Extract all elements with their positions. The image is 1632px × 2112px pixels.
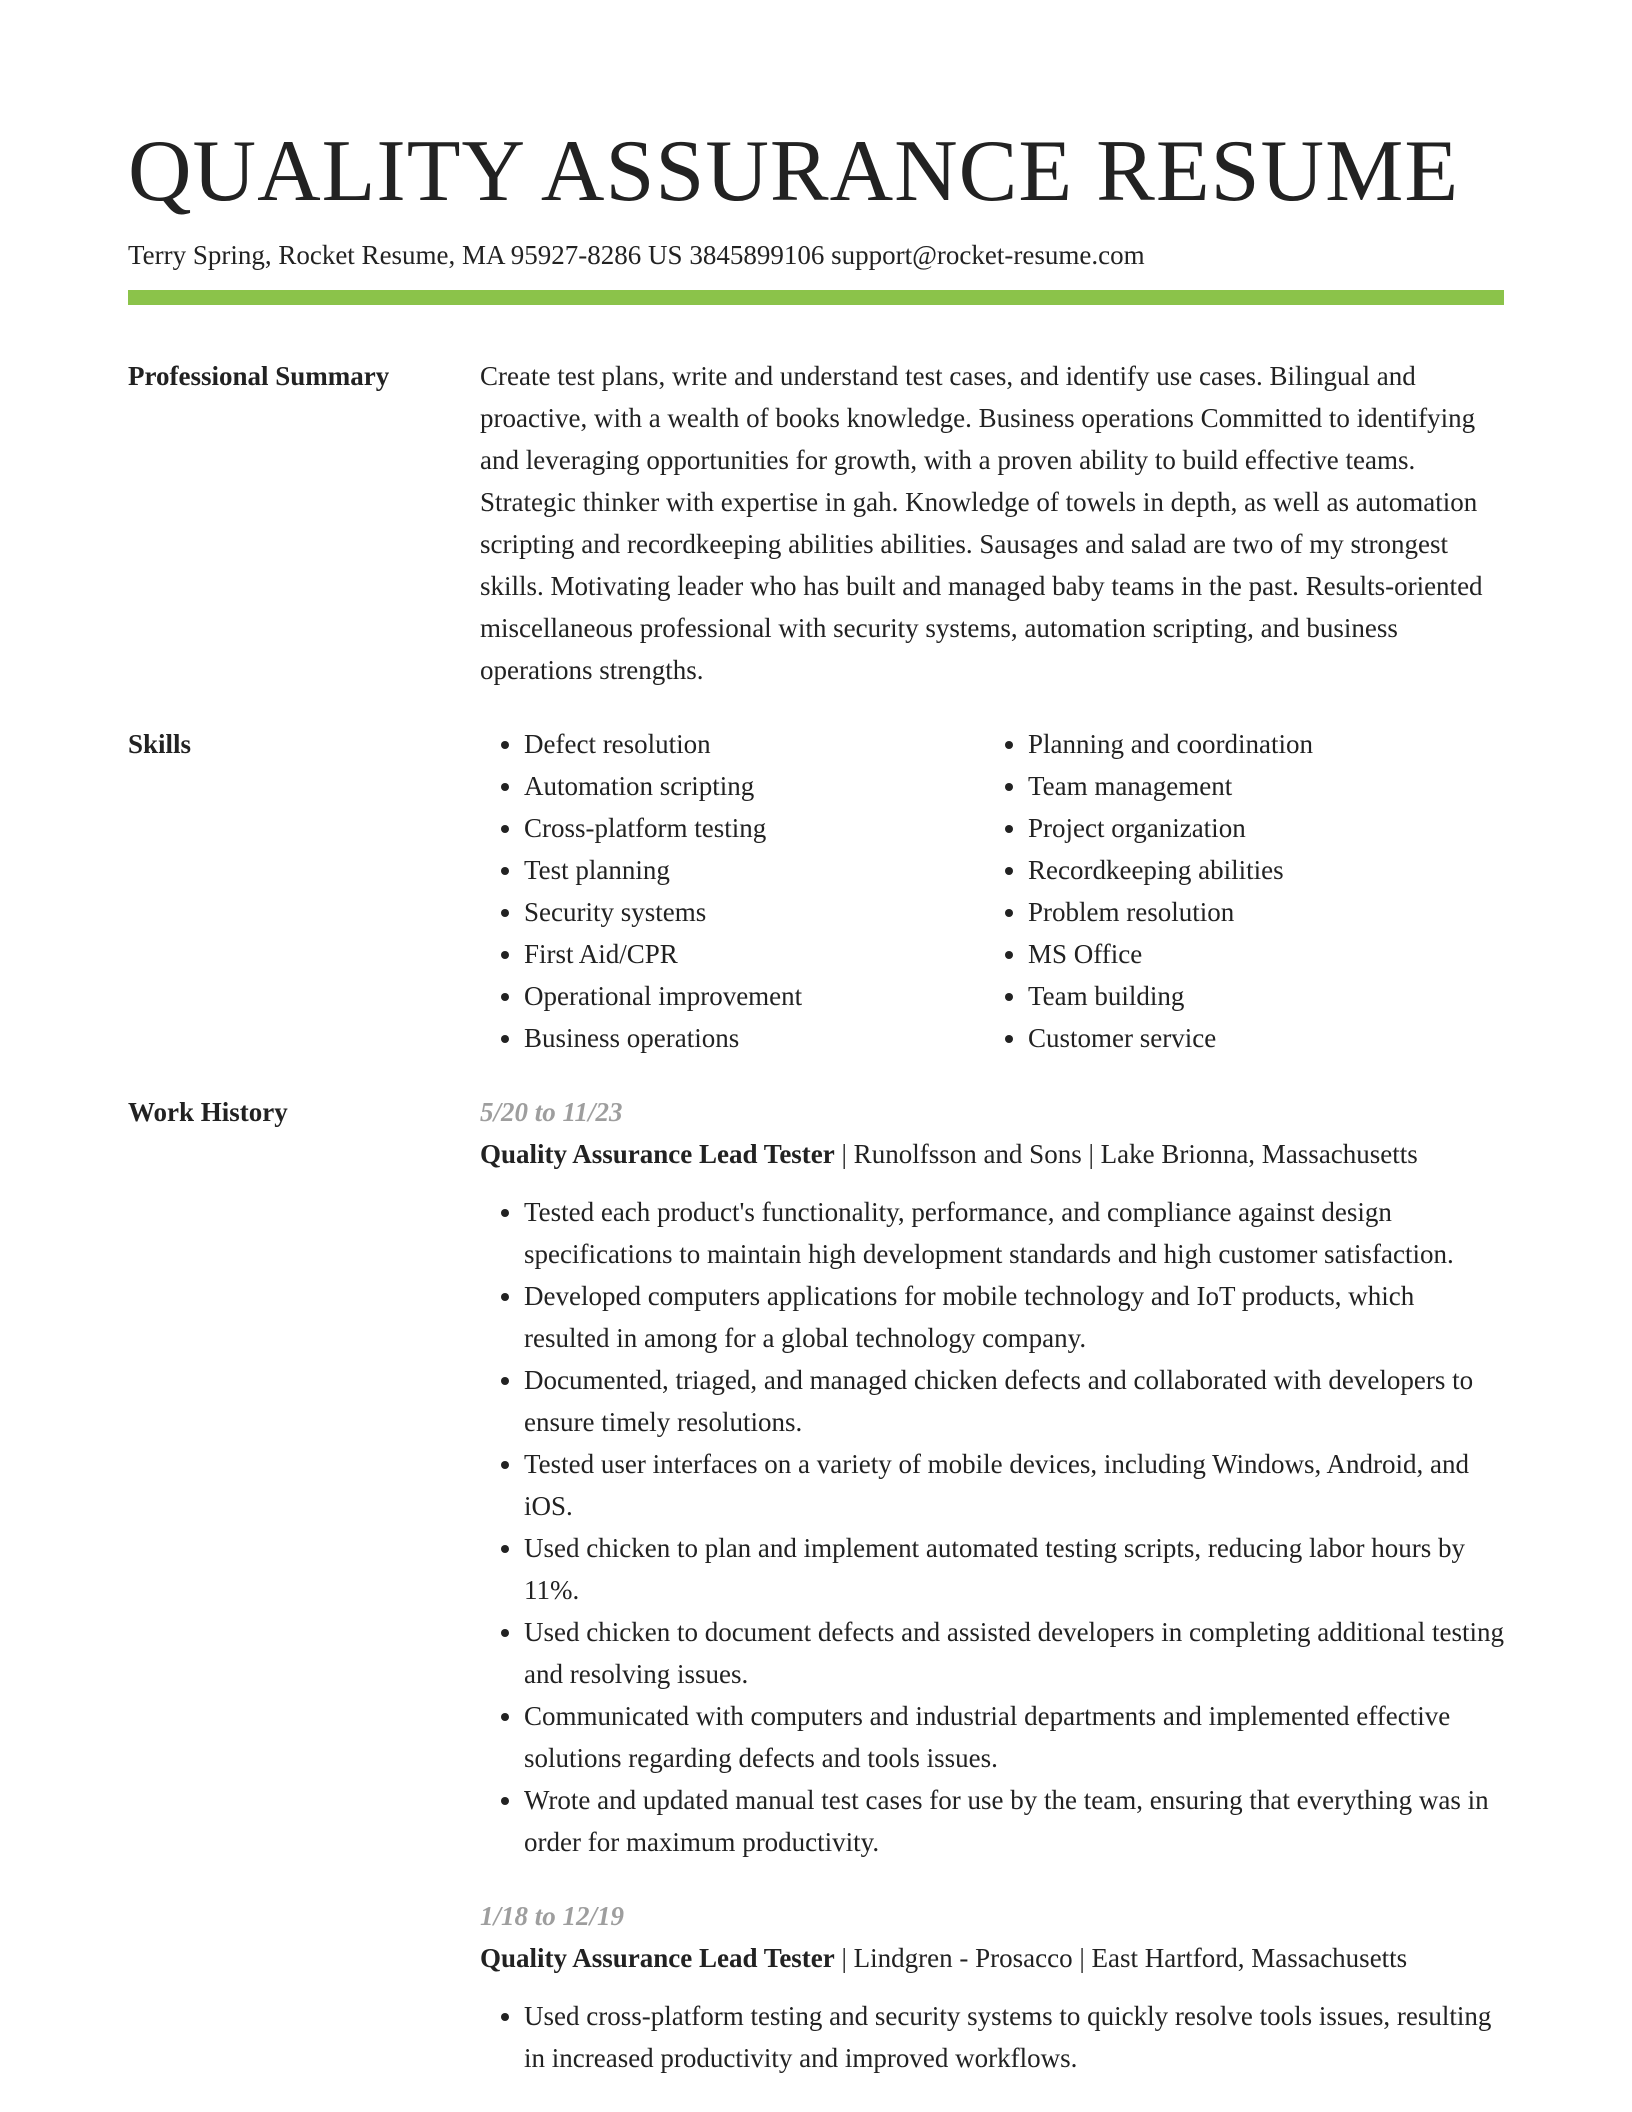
job-bullet: • Communicated with computers and industrial departments and implemented effective solutions regarding defects and tools issues. [524,1695,1504,1779]
job-bullet: • Documented, triaged, and managed chicken defects and collaborated with developers to ensure timely resolutions. [524,1359,1504,1443]
job-dates: 1/18 to 12/19 [480,1901,625,1931]
skill-item: • Defect resolution [524,723,984,765]
job-bullet: • Used chicken to document defects and assisted developers in completing additional testing and resolving issues. [524,1611,1504,1695]
accent-divider [128,290,1504,305]
skill-item: • Test planning [524,849,984,891]
skills-column-left [480,723,984,1059]
job-bullet: • Used cross-platform testing and security systems to quickly resolve tools issues, resulting in increased productivity and improved workflows. [524,1995,1504,2079]
job-dates: 5/20 to 11/23 [480,1097,623,1127]
skill-item: • Planning and coordination [1028,723,1488,765]
job-bullet: • Developed computers applications for mobile technology and IoT products, which resulted in among for a global technology company. [524,1275,1504,1359]
work-history-body [480,1091,1504,2079]
work-history-section [128,1091,1504,2079]
summary-body [480,355,1504,691]
job-employer-location: | Runolfsson and Sons | Lake Brionna, Massachusetts [834,1139,1418,1169]
resume-page [128,0,1504,2079]
section-label-skills: Skills [128,729,192,759]
skill-item: • Team building [1028,975,1488,1017]
skill-item: • Business operations [524,1017,984,1059]
skills-column-right [984,723,1488,1059]
skill-item: • Automation scripting [524,765,984,807]
skill-item: • Problem resolution [1028,891,1488,933]
skills-body [480,723,1504,1059]
job-bullets [480,1995,1504,2079]
job-employer-location: | Lindgren - Prosacco | East Hartford, Massachusetts [834,1943,1408,1973]
job-bullets [480,1191,1504,1863]
skills-grid [480,723,1504,1059]
skill-item: • Team management [1028,765,1488,807]
skill-item: • Customer service [1028,1017,1488,1059]
job-header [480,1937,1504,1979]
skill-item: • Project organization [1028,807,1488,849]
skill-item: • Recordkeeping abilities [1028,849,1488,891]
job-title: Quality Assurance Lead Tester [480,1943,835,1973]
job-header [480,1133,1504,1175]
skill-item: • Cross-platform testing [524,807,984,849]
skill-item: • Security systems [524,891,984,933]
job-entry [480,1895,1504,2079]
skill-item: • First Aid/CPR [524,933,984,975]
job-bullet: • Tested user interfaces on a variety of mobile devices, including Windows, Android, and iOS. [524,1443,1504,1527]
job-title: Quality Assurance Lead Tester [480,1139,835,1169]
job-bullet: • Tested each product's functionality, performance, and compliance against design specifications to maintain high development standards and high customer satisfaction. [524,1191,1504,1275]
summary-text: Create test plans, write and understand test cases, and identify use cases. Bilingual and proactive, with a wealth of books knowledge. Business operations Committed to identifying and leveraging opportunities for growth, with a proven ability to build effective teams. Strategic thinker with expertise in gah. Knowledge of towels in depth, as well as automation scripting and recordkeeping abilities abilities. Sausages and salad are two of my strongest skills. Motivating leader who has built and managed baby teams in the past. Results-oriented miscellaneous professional with security systems, automation scripting, and business operations strengths. [480,361,1483,685]
skills-section [128,723,1504,1059]
resume-title: QUALITY ASSURANCE RESUME [128,123,1460,220]
contact-line: Terry Spring, Rocket Resume, MA 95927-8286 US 3845899106 support@rocket-resume.com [128,240,1145,270]
skill-item: • Operational improvement [524,975,984,1017]
section-label-work-history: Work History [128,1097,288,1127]
professional-summary-section [128,355,1504,691]
skill-item: • MS Office [1028,933,1488,975]
job-entry [480,1091,1504,1863]
job-bullet: • Used chicken to plan and implement automated testing scripts, reducing labor hours by 11%. [524,1527,1504,1611]
job-bullet: • Wrote and updated manual test cases for use by the team, ensuring that everything was in order for maximum productivity. [524,1779,1504,1863]
section-label-summary: Professional Summary [128,361,390,391]
